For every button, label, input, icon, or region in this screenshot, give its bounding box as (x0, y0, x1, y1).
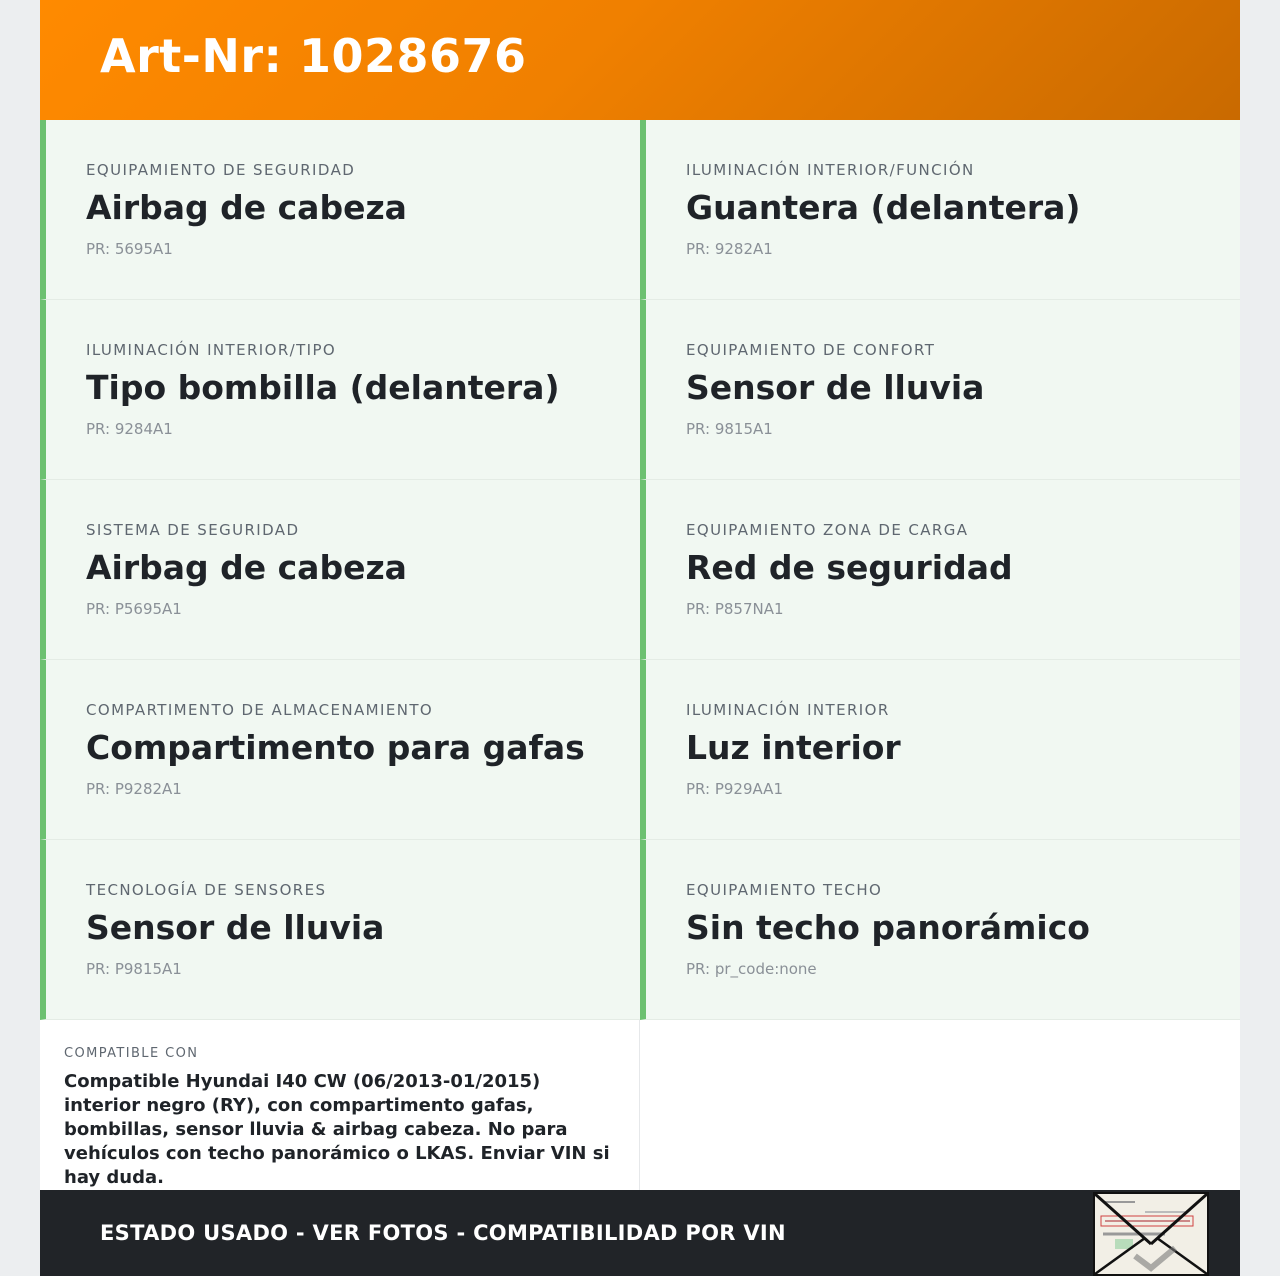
product-sheet (40, 0, 1240, 1276)
feature-category: EQUIPAMIENTO DE SEGURIDAD (86, 161, 356, 179)
feature-category: SISTEMA DE SEGURIDAD (86, 521, 300, 539)
feature-card (40, 300, 640, 480)
article-number-title: Art-Nr: 1028676 (100, 29, 527, 83)
feature-pr-code: PR: P9815A1 (86, 960, 182, 978)
part-label-photo-icon[interactable] (1093, 1192, 1209, 1276)
feature-pr-code: PR: P857NA1 (686, 600, 784, 618)
feature-category: EQUIPAMIENTO TECHO (686, 881, 883, 899)
header-bar (40, 0, 1240, 120)
feature-title: Red de seguridad (686, 548, 1013, 587)
feature-category: EQUIPAMIENTO ZONA DE CARGA (686, 521, 969, 539)
feature-card (40, 480, 640, 660)
feature-category: ILUMINACIÓN INTERIOR (686, 701, 890, 719)
feature-title: Guantera (delantera) (686, 188, 1081, 227)
feature-card (40, 840, 640, 1020)
feature-pr-code: PR: 5695A1 (86, 240, 173, 258)
feature-grid (40, 120, 1240, 1020)
feature-card (640, 120, 1240, 300)
feature-pr-code: PR: 9284A1 (86, 420, 173, 438)
feature-pr-code: PR: 9815A1 (686, 420, 773, 438)
compatibility-text: Compatible Hyundai I40 CW (06/2013-01/2015) interior negro (RY), con compartimento gafas, bombillas, sensor lluvia & airbag cabeza. No para vehículos con techo panorámico o LKAS. Enviar VIN si hay duda. (64, 1071, 610, 1188)
feature-category: COMPARTIMENTO DE ALMACENAMIENTO (86, 701, 434, 719)
feature-pr-code: PR: 9282A1 (686, 240, 773, 258)
feature-pr-code: PR: pr_code:none (686, 960, 817, 978)
feature-category: ILUMINACIÓN INTERIOR/FUNCIÓN (686, 161, 975, 179)
feature-category: ILUMINACIÓN INTERIOR/TIPO (86, 341, 337, 359)
feature-title: Airbag de cabeza (86, 188, 407, 227)
footer-status-text: ESTADO USADO - VER FOTOS - COMPATIBILIDAD POR VIN (100, 1221, 786, 1245)
feature-title: Airbag de cabeza (86, 548, 407, 587)
feature-category: EQUIPAMIENTO DE CONFORT (686, 341, 936, 359)
feature-title: Compartimento para gafas (86, 728, 585, 767)
feature-pr-code: PR: P5695A1 (86, 600, 182, 618)
footer-bar (40, 1190, 1240, 1276)
compatibility-label: COMPATIBLE CON (64, 1046, 199, 1061)
feature-card (640, 300, 1240, 480)
feature-title: Sensor de lluvia (686, 368, 985, 407)
compatibility-section (40, 1020, 640, 1190)
feature-category: TECNOLOGÍA DE SENSORES (86, 881, 327, 899)
feature-card (640, 660, 1240, 840)
feature-pr-code: PR: P929AA1 (686, 780, 783, 798)
feature-title: Luz interior (686, 728, 901, 767)
feature-card (40, 660, 640, 840)
feature-card (640, 480, 1240, 660)
feature-title: Sensor de lluvia (86, 908, 385, 947)
feature-card (40, 120, 640, 300)
feature-title: Tipo bombilla (delantera) (86, 368, 560, 407)
feature-card (640, 840, 1240, 1020)
feature-pr-code: PR: P9282A1 (86, 780, 182, 798)
feature-title: Sin techo panorámico (686, 908, 1090, 947)
